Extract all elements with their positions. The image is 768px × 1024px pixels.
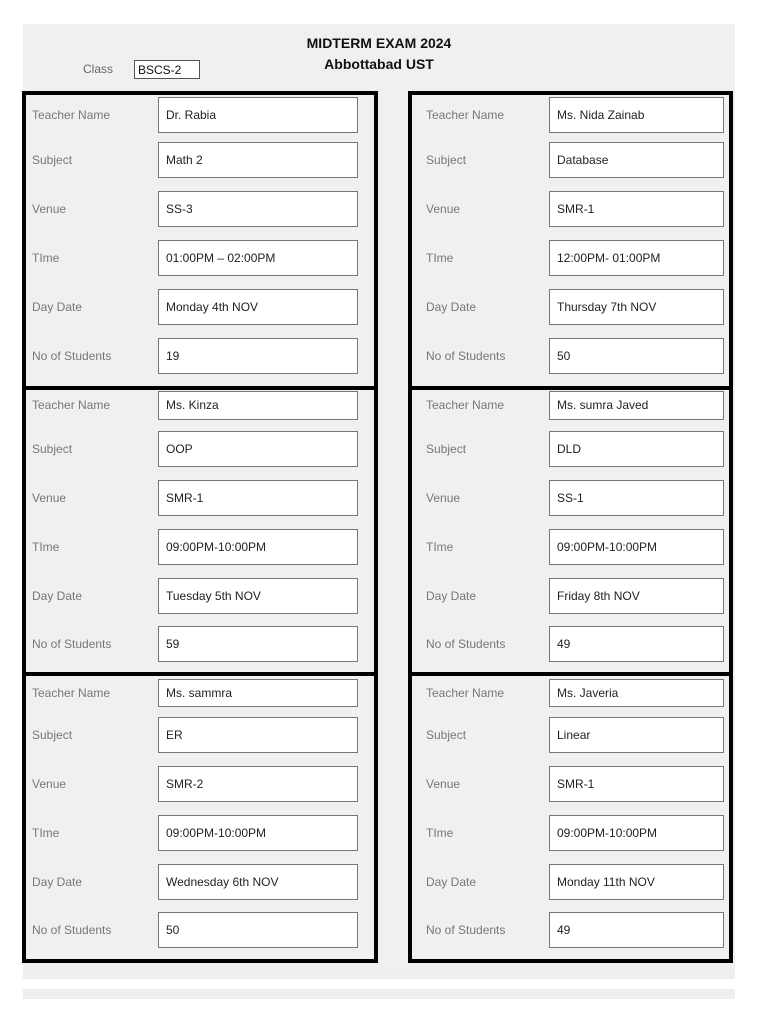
students-label: No of Students [426,923,506,937]
time-field[interactable]: 09:00PM-10:00PM [158,815,358,851]
venue-field[interactable]: SMR-2 [158,766,358,802]
subject-label: Subject [32,728,73,742]
teacher-label: Teacher Name [426,108,505,122]
subject-label: Subject [32,153,73,167]
time-field[interactable]: 01:00PM – 02:00PM [158,240,358,276]
subject-label: Subject [426,442,467,456]
report-subtitle: Abbottabad UST [324,56,434,72]
record-navigation-bar [23,969,735,979]
venue-label: Venue [32,777,67,791]
students-field[interactable]: 59 [158,626,358,662]
teacher-field[interactable]: Ms. sammra [158,679,358,707]
subject-field[interactable]: Database [549,142,724,178]
time-label: TIme [426,540,454,554]
day-field[interactable]: Wednesday 6th NOV [158,864,358,900]
venue-label: Venue [426,491,461,505]
students-label: No of Students [32,637,112,651]
venue-field[interactable]: SS-3 [158,191,358,227]
venue-field[interactable]: SMR-1 [549,191,724,227]
subject-label: Subject [426,728,467,742]
report-title: MIDTERM EXAM 2024 [306,35,452,51]
time-field[interactable]: 09:00PM-10:00PM [549,529,724,565]
class-field[interactable]: BSCS-2 [134,60,200,79]
teacher-field[interactable]: Ms. sumra Javed [549,391,724,420]
day-field[interactable]: Monday 11th NOV [549,864,724,900]
subject-label: Subject [426,153,467,167]
day-label: Day Date [32,589,83,603]
day-label: Day Date [426,875,477,889]
students-label: No of Students [32,923,112,937]
students-field[interactable]: 19 [158,338,358,374]
venue-field[interactable]: SMR-1 [158,480,358,516]
time-label: TIme [426,251,454,265]
venue-label: Venue [426,777,461,791]
day-label: Day Date [426,589,477,603]
subject-field[interactable]: Math 2 [158,142,358,178]
students-label: No of Students [426,349,506,363]
day-label: Day Date [32,300,83,314]
teacher-field[interactable]: Ms. Nida Zainab [549,97,724,133]
time-field[interactable]: 12:00PM- 01:00PM [549,240,724,276]
time-label: TIme [32,251,60,265]
day-field[interactable]: Monday 4th NOV [158,289,358,325]
day-label: Day Date [426,300,477,314]
day-label: Day Date [32,875,83,889]
venue-label: Venue [32,202,67,216]
day-field[interactable]: Thursday 7th NOV [549,289,724,325]
teacher-label: Teacher Name [32,398,111,412]
day-field[interactable]: Friday 8th NOV [549,578,724,614]
time-label: TIme [426,826,454,840]
subject-field[interactable]: OOP [158,431,358,467]
time-label: TIme [32,826,60,840]
teacher-field[interactable]: Dr. Rabia [158,97,358,133]
students-field[interactable]: 50 [549,338,724,374]
day-field[interactable]: Tuesday 5th NOV [158,578,358,614]
subject-field[interactable]: DLD [549,431,724,467]
subject-field[interactable]: ER [158,717,358,753]
venue-field[interactable]: SMR-1 [549,766,724,802]
time-field[interactable]: 09:00PM-10:00PM [158,529,358,565]
teacher-label: Teacher Name [32,108,111,122]
time-field[interactable]: 09:00PM-10:00PM [549,815,724,851]
venue-label: Venue [426,202,461,216]
students-field[interactable]: 49 [549,626,724,662]
students-label: No of Students [426,637,506,651]
students-label: No of Students [32,349,112,363]
teacher-label: Teacher Name [426,686,505,700]
teacher-field[interactable]: Ms. Kinza [158,391,358,420]
venue-field[interactable]: SS-1 [549,480,724,516]
subject-label: Subject [32,442,73,456]
time-label: TIme [32,540,60,554]
status-bar [23,989,735,999]
subject-field[interactable]: Linear [549,717,724,753]
report-header [23,24,735,90]
teacher-label: Teacher Name [426,398,505,412]
class-label: Class [83,62,114,76]
students-field[interactable]: 49 [549,912,724,948]
students-field[interactable]: 50 [158,912,358,948]
teacher-field[interactable]: Ms. Javeria [549,679,724,707]
venue-label: Venue [32,491,67,505]
teacher-label: Teacher Name [32,686,111,700]
